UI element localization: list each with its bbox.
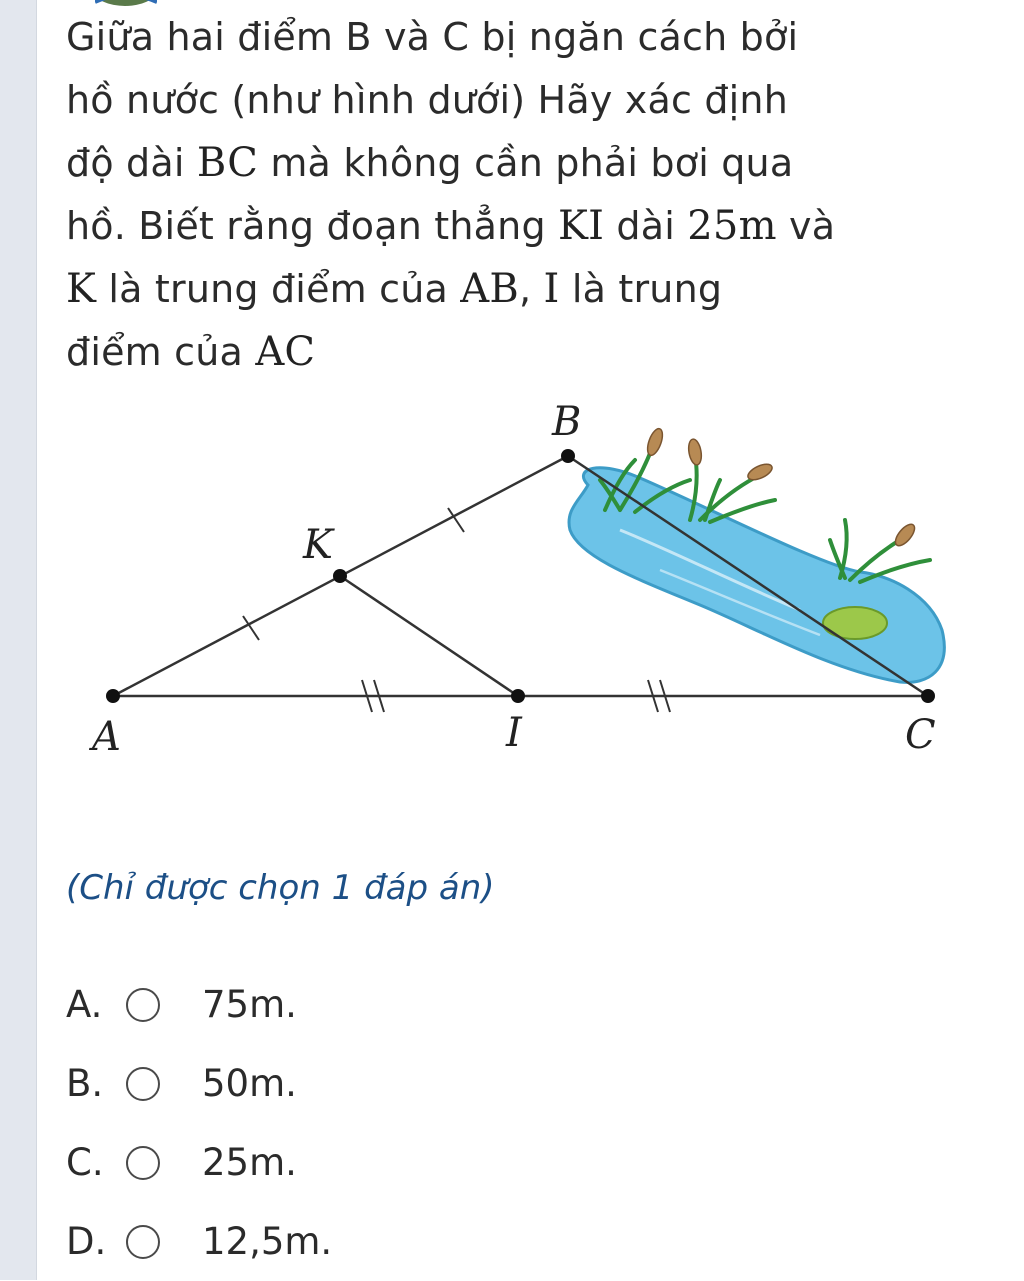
label-k: K — [303, 522, 333, 568]
left-sidebar — [0, 0, 37, 1280]
radio-button[interactable] — [126, 988, 160, 1022]
option-a[interactable] — [66, 965, 332, 1044]
option-c[interactable] — [66, 1123, 332, 1202]
radio-button[interactable] — [126, 1146, 160, 1180]
question-line-4: hồ. Biết rằng đoạn thẳng KI dài 25m và — [66, 203, 836, 249]
math-i: I — [543, 266, 560, 312]
label-c: C — [905, 712, 936, 758]
math-ab: AB — [460, 266, 519, 312]
option-d[interactable] — [66, 1202, 332, 1281]
option-letter: C. — [66, 1141, 104, 1184]
point-i — [511, 689, 525, 703]
point-k — [333, 569, 347, 583]
point-a — [106, 689, 120, 703]
option-letter: B. — [66, 1062, 104, 1105]
point-b — [561, 449, 575, 463]
option-text: 12,5m. — [202, 1220, 333, 1263]
label-a: A — [92, 714, 121, 760]
option-text: 25m. — [202, 1141, 297, 1184]
option-text: 75m. — [202, 983, 297, 1026]
option-b[interactable] — [66, 1044, 332, 1123]
option-letter: D. — [66, 1220, 107, 1263]
radio-button[interactable] — [126, 1225, 160, 1259]
math-25m: 25m — [687, 203, 777, 249]
question-line-3: độ dài BC mà không cần phải bơi qua — [66, 140, 794, 186]
geometry-figure — [60, 380, 1020, 800]
segment-ki — [340, 576, 518, 696]
selection-hint: (Chỉ được chọn 1 đáp án) — [66, 868, 495, 908]
question-line-2: hồ nước (như hình dưới) Hãy xác định — [66, 78, 788, 122]
math-ac: AC — [255, 329, 316, 375]
radio-button[interactable] — [126, 1067, 160, 1101]
question-line-1: Giữa hai điểm B và C bị ngăn cách bởi — [66, 15, 799, 59]
math-bc: BC — [196, 140, 259, 186]
label-b: B — [552, 399, 582, 445]
option-text: 50m. — [202, 1062, 297, 1105]
question-line-6: điểm của AC — [66, 329, 316, 375]
label-i: I — [506, 710, 522, 756]
option-letter: A. — [66, 983, 103, 1026]
answer-options — [66, 965, 332, 1281]
point-c — [921, 689, 935, 703]
question-line-5: K là trung điểm của AB, I là trung — [66, 266, 723, 312]
math-ki: KI — [558, 203, 605, 249]
math-k: K — [66, 266, 97, 312]
question-text — [66, 6, 1016, 384]
